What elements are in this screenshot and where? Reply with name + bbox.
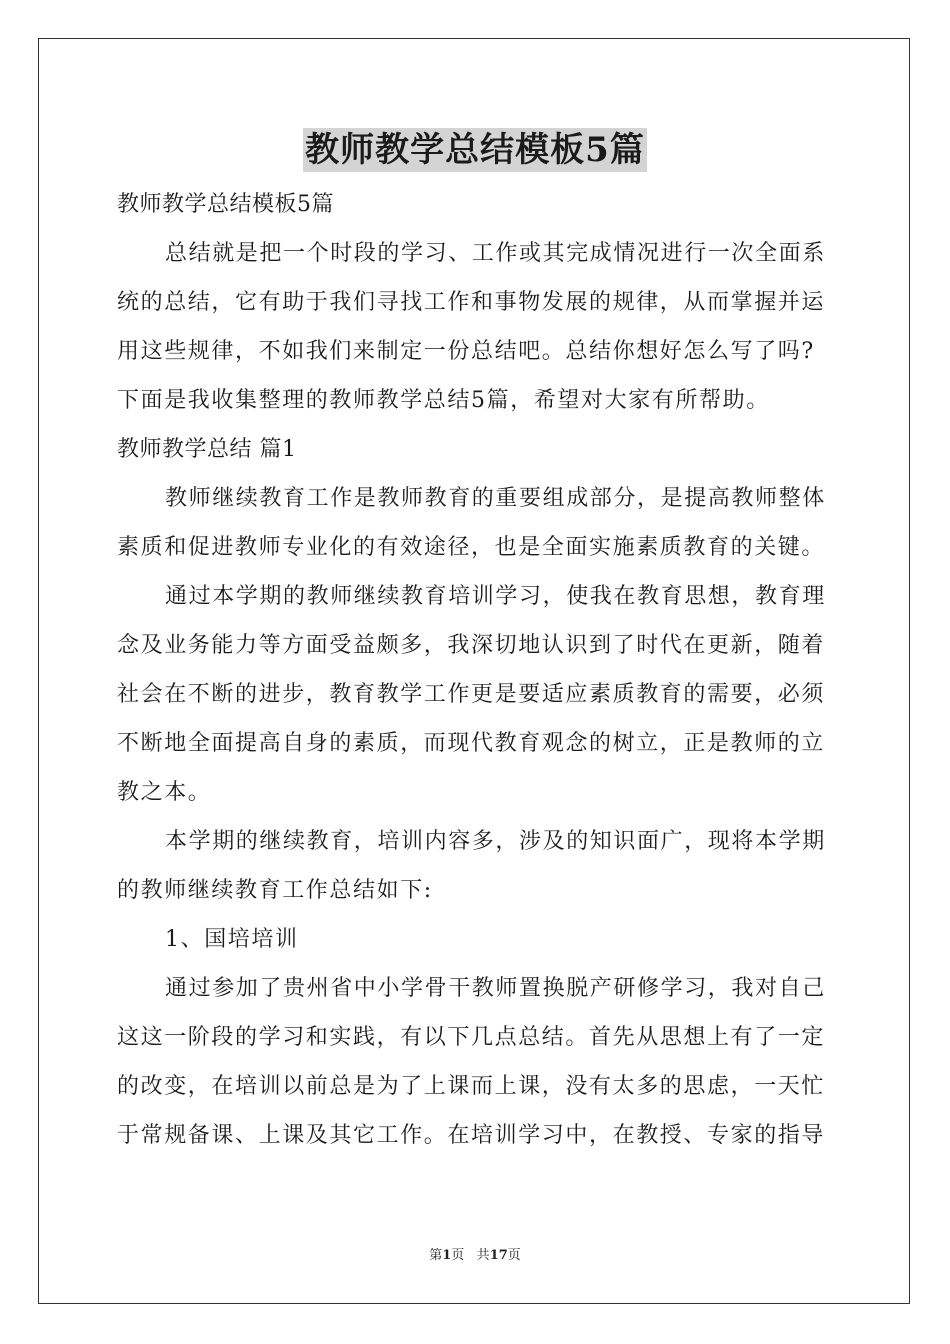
- total-label-prefix: 共: [476, 1248, 490, 1263]
- paragraph-line: 教师继续教育工作是教师教育的重要组成部分，是提高教师整体: [165, 486, 826, 511]
- document-title: 教师教学总结模板5篇: [305, 130, 645, 170]
- paragraph-line: 下面是我收集整理的教师教学总结5篇，希望对大家有所帮助。: [117, 388, 770, 413]
- paragraph-line: 于常规备课、上课及其它工作。在培训学习中，在教授、专家的指导: [117, 1123, 826, 1148]
- paragraph-line: 通过本学期的教师继续教育培训学习，使我在教育思想，教育理: [165, 584, 826, 609]
- document-body: [117, 180, 833, 1160]
- paragraph-line: 不断地全面提高自身的素质，而现代教育观念的树立，正是教师的立: [117, 731, 826, 756]
- list-item-heading: 1、国培培训: [165, 927, 299, 952]
- paragraph-line: 素质和促进教师专业化的有效途径，也是全面实施素质教育的关键。: [117, 535, 826, 560]
- paragraph-line: 用这些规律，不如我们来制定一份总结吧。总结你想好怎么写了吗?: [117, 339, 815, 364]
- paragraph-line: 社会在不断的进步，教育教学工作更是要适应素质教育的需要，必须: [117, 682, 826, 707]
- page-label-prefix: 第: [429, 1248, 443, 1263]
- total-label-suffix: 页: [507, 1248, 521, 1263]
- paragraph-line: 本学期的继续教育，培训内容多，涉及的知识面广，现将本学期: [165, 829, 826, 854]
- paragraph-line: 这这一阶段的学习和实践，有以下几点总结。首先从思想上有了一定: [117, 1025, 826, 1050]
- page-footer: [0, 1247, 950, 1265]
- paragraph-line: 总结就是把一个时段的学习、工作或其完成情况进行一次全面系: [165, 241, 826, 266]
- current-page-number: 1: [442, 1248, 452, 1263]
- paragraph-line: 通过参加了贵州省中小学骨干教师置换脱产研修学习，我对自己: [165, 976, 826, 1001]
- paragraph-line: 念及业务能力等方面受益颇多，我深切地认识到了时代在更新，随着: [117, 633, 826, 658]
- page-label-suffix: 页: [451, 1248, 465, 1263]
- subtitle-line: 教师教学总结模板5篇: [117, 192, 334, 217]
- total-pages-number: 17: [489, 1248, 508, 1263]
- paragraph-line: 的教师继续教育工作总结如下:: [117, 878, 433, 903]
- paragraph-line: 统的总结，它有助于我们寻找工作和事物发展的规律，从而掌握并运: [117, 290, 826, 315]
- section-heading: 教师教学总结 篇1: [117, 437, 297, 462]
- paragraph-line: 教之本。: [117, 780, 212, 805]
- paragraph-line: 的改变，在培训以前总是为了上课而上课，没有太多的思虑，一天忙: [117, 1074, 826, 1099]
- title-area: [0, 128, 950, 172]
